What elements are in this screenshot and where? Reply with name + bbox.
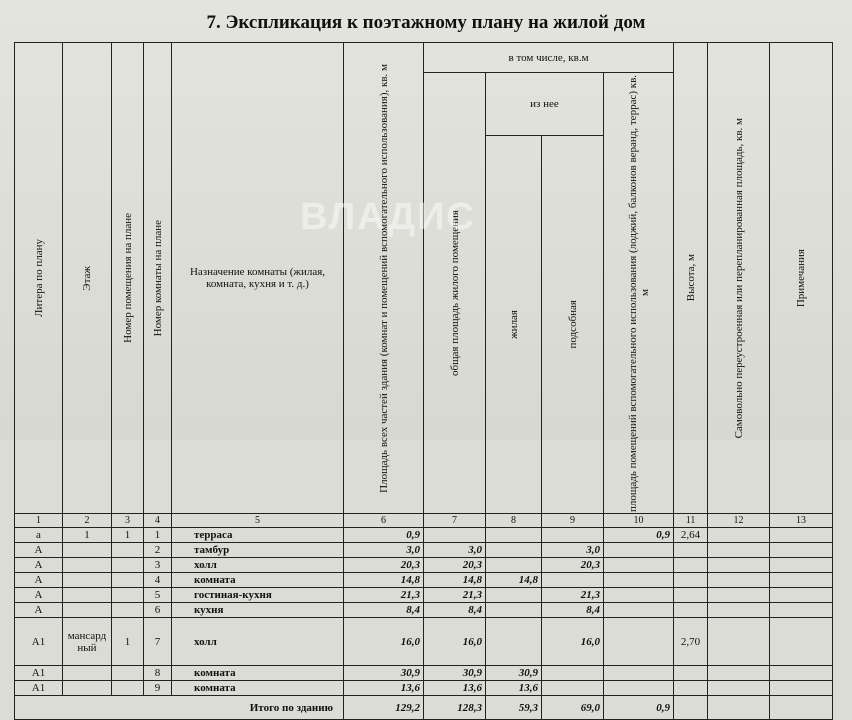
cell-area: 0,9 bbox=[344, 528, 424, 543]
header-unauthorized: Самовольно переустроенная или перепланированная площадь, кв. м bbox=[708, 43, 770, 514]
cell-height bbox=[674, 573, 708, 588]
table-row bbox=[15, 666, 833, 681]
cell-room: 1 bbox=[112, 528, 144, 543]
cell-room bbox=[112, 573, 144, 588]
cell-unauthorized bbox=[708, 603, 770, 618]
table-row bbox=[15, 573, 833, 588]
cell-total-living-premises: 30,9 bbox=[424, 666, 486, 681]
cell-auxiliary: 8,4 bbox=[542, 603, 604, 618]
cell-room-name: кухня bbox=[172, 603, 344, 618]
cell-notes bbox=[770, 528, 833, 543]
cell-total-living-premises: 14,8 bbox=[424, 573, 486, 588]
cell-notes bbox=[770, 603, 833, 618]
cell-area: 14,8 bbox=[344, 573, 424, 588]
column-number: 6 bbox=[344, 514, 424, 528]
cell-room-name: гостиная-кухня bbox=[172, 588, 344, 603]
cell-room bbox=[112, 666, 144, 681]
page-title: 7. Экспликация к поэтажному плану на жилой дом bbox=[0, 12, 852, 34]
cell-room-name: комната bbox=[172, 681, 344, 696]
cell-room-name: холл bbox=[172, 558, 344, 573]
cell-room-number: 5 bbox=[144, 588, 172, 603]
column-number: 13 bbox=[770, 514, 833, 528]
cell-area: 8,4 bbox=[344, 603, 424, 618]
column-number: 1 bbox=[15, 514, 63, 528]
cell-unauthorized bbox=[708, 666, 770, 681]
cell-floor bbox=[63, 603, 112, 618]
table-row bbox=[15, 588, 833, 603]
cell-room-name: тамбур bbox=[172, 543, 344, 558]
cell-aux-area bbox=[604, 543, 674, 558]
cell-total-living-premises: 8,4 bbox=[424, 603, 486, 618]
cell-room-number: 1 bbox=[144, 528, 172, 543]
cell-auxiliary bbox=[542, 528, 604, 543]
cell-total-living-premises: 3,0 bbox=[424, 543, 486, 558]
cell-room-number: 3 bbox=[144, 558, 172, 573]
header-row-1 bbox=[15, 43, 833, 73]
cell-room bbox=[112, 588, 144, 603]
cell-unauthorized bbox=[708, 528, 770, 543]
cell-liter: А bbox=[15, 543, 63, 558]
cell-auxiliary: 16,0 bbox=[542, 618, 604, 666]
cell-notes bbox=[770, 681, 833, 696]
cell-room bbox=[112, 558, 144, 573]
cell-auxiliary bbox=[542, 573, 604, 588]
totals-total: 128,3 bbox=[424, 696, 486, 720]
table-row bbox=[15, 618, 833, 666]
cell-area: 13,6 bbox=[344, 681, 424, 696]
totals-unauthorized bbox=[708, 696, 770, 720]
cell-room bbox=[112, 603, 144, 618]
totals-living: 59,3 bbox=[486, 696, 542, 720]
cell-room-name: терраса bbox=[172, 528, 344, 543]
cell-height: 2,70 bbox=[674, 618, 708, 666]
table-row bbox=[15, 603, 833, 618]
column-number: 4 bbox=[144, 514, 172, 528]
column-number: 12 bbox=[708, 514, 770, 528]
cell-room-number: 7 bbox=[144, 618, 172, 666]
cell-living bbox=[486, 603, 542, 618]
column-number-row bbox=[15, 514, 833, 528]
header-room-no: Номер комнаты на плане bbox=[144, 43, 172, 514]
cell-living bbox=[486, 528, 542, 543]
cell-unauthorized bbox=[708, 573, 770, 588]
column-number: 11 bbox=[674, 514, 708, 528]
cell-aux-area bbox=[604, 558, 674, 573]
explication-table bbox=[14, 42, 833, 720]
table-row bbox=[15, 681, 833, 696]
cell-auxiliary: 20,3 bbox=[542, 558, 604, 573]
cell-floor: 1 bbox=[63, 528, 112, 543]
column-number: 2 bbox=[63, 514, 112, 528]
cell-notes bbox=[770, 543, 833, 558]
cell-notes bbox=[770, 558, 833, 573]
cell-liter: А bbox=[15, 573, 63, 588]
cell-room bbox=[112, 543, 144, 558]
cell-height: 2,64 bbox=[674, 528, 708, 543]
cell-area: 3,0 bbox=[344, 543, 424, 558]
cell-room-name: комната bbox=[172, 573, 344, 588]
totals-label: Итого по зданию bbox=[15, 696, 344, 720]
cell-auxiliary: 3,0 bbox=[542, 543, 604, 558]
table-row bbox=[15, 528, 833, 543]
cell-room: 1 bbox=[112, 618, 144, 666]
table-row bbox=[15, 558, 833, 573]
cell-aux-area bbox=[604, 681, 674, 696]
column-number: 5 bbox=[172, 514, 344, 528]
totals-area: 129,2 bbox=[344, 696, 424, 720]
cell-room-number: 9 bbox=[144, 681, 172, 696]
cell-auxiliary: 21,3 bbox=[542, 588, 604, 603]
cell-liter: А1 bbox=[15, 666, 63, 681]
cell-auxiliary bbox=[542, 681, 604, 696]
cell-living: 30,9 bbox=[486, 666, 542, 681]
cell-auxiliary bbox=[542, 666, 604, 681]
cell-floor bbox=[63, 681, 112, 696]
cell-aux-area bbox=[604, 618, 674, 666]
cell-notes bbox=[770, 618, 833, 666]
cell-living: 13,6 bbox=[486, 681, 542, 696]
cell-height bbox=[674, 666, 708, 681]
totals-notes bbox=[770, 696, 833, 720]
cell-floor bbox=[63, 666, 112, 681]
cell-height bbox=[674, 543, 708, 558]
header-liter: Литера по плану bbox=[15, 43, 63, 514]
cell-unauthorized bbox=[708, 588, 770, 603]
cell-aux-area bbox=[604, 603, 674, 618]
totals-aux: 69,0 bbox=[542, 696, 604, 720]
cell-unauthorized bbox=[708, 681, 770, 696]
header-living: жилая bbox=[486, 136, 542, 514]
cell-area: 21,3 bbox=[344, 588, 424, 603]
cell-unauthorized bbox=[708, 618, 770, 666]
cell-area: 16,0 bbox=[344, 618, 424, 666]
header-of-which: из нее bbox=[486, 73, 604, 136]
header-purpose: Назначение комнаты (жилая, комната, кухня и т. д.) bbox=[172, 43, 344, 514]
column-number: 8 bbox=[486, 514, 542, 528]
cell-liter: А bbox=[15, 588, 63, 603]
cell-height bbox=[674, 603, 708, 618]
cell-living: 14,8 bbox=[486, 573, 542, 588]
header-aux-area: площадь помещений вспомогательного использования (лоджий, балконов веранд, террас) кв. м bbox=[604, 73, 674, 514]
cell-notes bbox=[770, 573, 833, 588]
cell-living bbox=[486, 543, 542, 558]
cell-room bbox=[112, 681, 144, 696]
column-number: 9 bbox=[542, 514, 604, 528]
table-row bbox=[15, 543, 833, 558]
cell-liter: А bbox=[15, 558, 63, 573]
cell-room-number: 4 bbox=[144, 573, 172, 588]
totals-aux-area: 0,9 bbox=[604, 696, 674, 720]
totals-height bbox=[674, 696, 708, 720]
cell-floor bbox=[63, 558, 112, 573]
cell-total-living-premises bbox=[424, 528, 486, 543]
cell-living bbox=[486, 588, 542, 603]
header-height: Высота, м bbox=[674, 43, 708, 514]
cell-floor bbox=[63, 543, 112, 558]
cell-room-name: комната bbox=[172, 666, 344, 681]
cell-total-living-premises: 20,3 bbox=[424, 558, 486, 573]
cell-aux-area: 0,9 bbox=[604, 528, 674, 543]
watermark-logo: ВЛАДИС bbox=[300, 196, 476, 239]
cell-aux-area bbox=[604, 588, 674, 603]
cell-liter: А1 bbox=[15, 681, 63, 696]
cell-total-living-premises: 16,0 bbox=[424, 618, 486, 666]
cell-aux-area bbox=[604, 666, 674, 681]
header-auxiliary: подсобная bbox=[542, 136, 604, 514]
cell-height bbox=[674, 681, 708, 696]
cell-unauthorized bbox=[708, 558, 770, 573]
cell-liter: А1 bbox=[15, 618, 63, 666]
column-number: 10 bbox=[604, 514, 674, 528]
column-number: 7 bbox=[424, 514, 486, 528]
cell-area: 30,9 bbox=[344, 666, 424, 681]
cell-room-number: 8 bbox=[144, 666, 172, 681]
cell-notes bbox=[770, 666, 833, 681]
cell-unauthorized bbox=[708, 543, 770, 558]
header-total-living-premises: общая площадь жилого помещения bbox=[424, 73, 486, 514]
cell-height bbox=[674, 588, 708, 603]
cell-height bbox=[674, 558, 708, 573]
cell-floor bbox=[63, 588, 112, 603]
column-number: 3 bbox=[112, 514, 144, 528]
cell-total-living-premises: 21,3 bbox=[424, 588, 486, 603]
cell-room-number: 6 bbox=[144, 603, 172, 618]
cell-liter: А bbox=[15, 603, 63, 618]
cell-notes bbox=[770, 588, 833, 603]
cell-floor: мансардный bbox=[63, 618, 112, 666]
cell-room-number: 2 bbox=[144, 543, 172, 558]
cell-liter: а bbox=[15, 528, 63, 543]
cell-aux-area bbox=[604, 573, 674, 588]
cell-area: 20,3 bbox=[344, 558, 424, 573]
cell-living bbox=[486, 618, 542, 666]
cell-total-living-premises: 13,6 bbox=[424, 681, 486, 696]
header-floor: Этаж bbox=[63, 43, 112, 514]
cell-living bbox=[486, 558, 542, 573]
totals-row bbox=[15, 696, 833, 720]
header-including: в том числе, кв.м bbox=[424, 43, 674, 73]
header-room-no-plan: Номер помещения на плане bbox=[112, 43, 144, 514]
cell-floor bbox=[63, 573, 112, 588]
header-notes: Примечания bbox=[770, 43, 833, 514]
header-area-total: Площадь всех частей здания (комнат и помещений вспомогательного использования), кв. м bbox=[344, 43, 424, 514]
cell-room-name: холл bbox=[172, 618, 344, 666]
